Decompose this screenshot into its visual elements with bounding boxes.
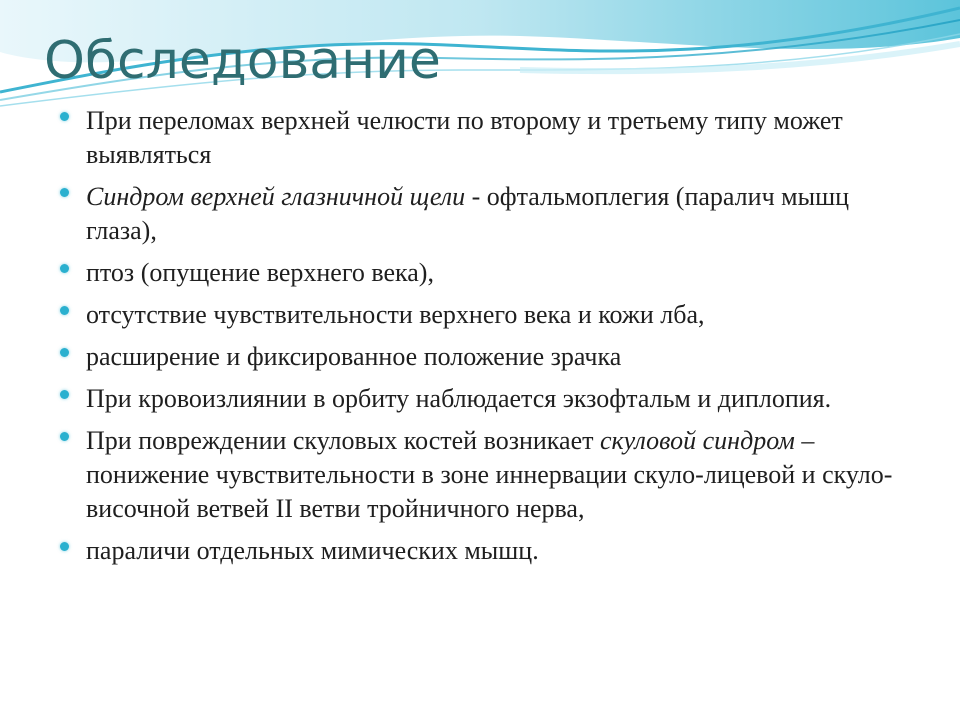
bullet-dot-icon [60, 112, 69, 121]
list-item [60, 180, 900, 248]
bullet-dot-icon [60, 306, 69, 315]
bullet-list [60, 104, 900, 576]
bullet-text: – понижение чувствительности в зоне иннервации скуло-лицевой и скуло-височной ветвей II ветви тройничного нерва, [86, 426, 893, 523]
bullet-dot-icon [60, 348, 69, 357]
list-item [60, 256, 900, 290]
bullet-text: расширение и фиксированное положение зрачка [86, 342, 622, 371]
bullet-text: параличи отдельных мимических мышц. [86, 536, 539, 565]
slide-title: Обследование [44, 31, 441, 91]
bullet-dot-icon [60, 390, 69, 399]
list-item [60, 382, 900, 416]
list-item [60, 534, 900, 568]
bullet-dot-icon [60, 264, 69, 273]
bullet-text: При повреждении скуловых костей возникает [86, 426, 600, 455]
list-item [60, 298, 900, 332]
bullet-text: - офтальмоплегия (паралич мышц глаза), [86, 182, 849, 245]
list-item [60, 340, 900, 374]
bullet-dot-icon [60, 542, 69, 551]
bullet-text: отсутствие чувствительности верхнего века и кожи лба, [86, 300, 705, 329]
wave-line-4 [520, 44, 960, 71]
bullet-text-italic: Синдром верхней глазничной щели [86, 182, 466, 211]
list-item [60, 104, 900, 172]
list-item [60, 424, 900, 526]
bullet-text: При переломах верхней челюсти по второму и третьему типу может выявляться [86, 106, 843, 169]
bullet-text: При кровоизлиянии в орбиту наблюдается экзофтальм и диплопия. [86, 384, 832, 413]
bullet-text-italic: скуловой синдром [599, 426, 795, 455]
bullet-dot-icon [60, 188, 69, 197]
bullet-text: птоз (опущение верхнего века), [86, 258, 434, 287]
bullet-dot-icon [60, 432, 69, 441]
